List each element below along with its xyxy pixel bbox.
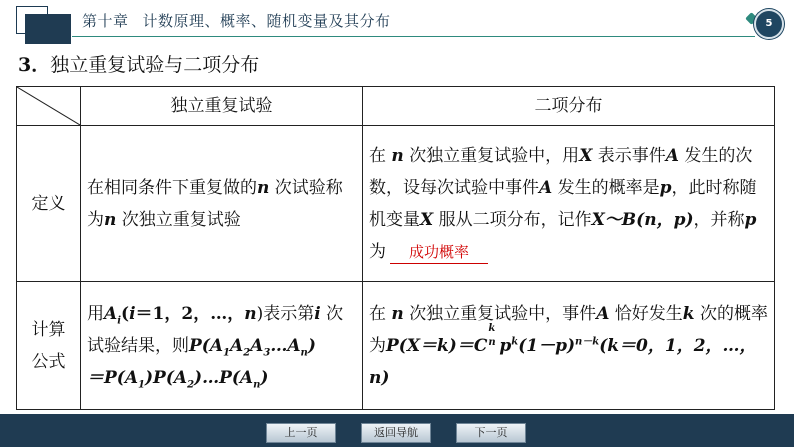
text-segment: ，并称 xyxy=(693,209,745,230)
binomial-probability-formula: P(X＝k)＝C k n $p^k(1-p)^{n-k}(k=0$，1，2，…，n) xyxy=(369,322,757,388)
text-segment: 次试验结果，则 xyxy=(87,303,344,356)
var-n: n xyxy=(257,177,270,198)
section-title xyxy=(18,50,259,77)
table-header-row xyxy=(17,87,775,126)
comparison-table xyxy=(16,86,775,410)
text-segment: 表示事件 xyxy=(597,145,666,166)
definition-binomial-cell xyxy=(363,126,775,282)
text-segment: 次试验称为 xyxy=(87,177,343,230)
joint-probability: $P(A_1A_2A_3\dots A_n)$ xyxy=(189,335,316,358)
text-segment: 在 xyxy=(369,303,386,324)
text-segment: 次独立重复试验中，用 xyxy=(409,145,580,166)
var-p: p xyxy=(744,209,757,230)
next-page-button[interactable]: 下一页 xyxy=(456,423,526,443)
corner-cell xyxy=(17,87,81,126)
return-nav-button[interactable]: 返回导航 xyxy=(361,423,431,443)
definition-independent-cell xyxy=(81,126,363,282)
var-n: n xyxy=(104,209,117,230)
var-n: n xyxy=(391,303,404,324)
table-row-formula xyxy=(17,282,775,410)
row-label-line: 公式 xyxy=(31,351,66,372)
text-segment: 恰好发生 xyxy=(614,303,683,324)
var-A: A xyxy=(104,303,118,324)
text-segment: 为 xyxy=(369,241,386,262)
var-n: n xyxy=(391,145,404,166)
text-segment: ＝1，2，…， xyxy=(135,303,245,324)
var-i: i xyxy=(314,303,321,324)
page-number-badge: 5 xyxy=(754,9,784,39)
var-A: A xyxy=(665,145,679,166)
diagonal-line xyxy=(17,87,80,125)
row-label-line: 计算 xyxy=(31,319,66,340)
var-A: A xyxy=(596,303,610,324)
var-i: i xyxy=(129,303,136,324)
answer-blank: 成功概率 xyxy=(390,241,488,264)
prev-page-button[interactable]: 上一页 xyxy=(266,423,336,443)
text-segment: ( xyxy=(121,303,130,324)
formula-independent-cell xyxy=(81,282,363,410)
column-header-independent: 独立重复试验 xyxy=(81,87,363,126)
var-X: X xyxy=(420,209,434,230)
var-A: A xyxy=(539,177,553,198)
subscript-i: i xyxy=(117,314,122,326)
product-formula: $=P(A_1)P(A_2)\dots P(A_n)$ xyxy=(87,367,269,390)
text-segment: 用 xyxy=(87,303,104,324)
header-logo-block xyxy=(25,14,71,44)
table-row-definition xyxy=(17,126,775,282)
text-segment: )表示第 xyxy=(256,303,315,324)
chapter-header xyxy=(82,10,405,31)
text-segment: 服从二项分布，记作 xyxy=(438,209,592,230)
binomial-notation: X～B(n，p) xyxy=(591,209,694,230)
var-p: p xyxy=(659,177,672,198)
chapter-title: 计数原理、概率、随机变量及其分布 xyxy=(142,12,391,30)
var-X: X xyxy=(579,145,593,166)
header-divider xyxy=(72,36,755,37)
column-header-binomial: 二项分布 xyxy=(363,87,775,126)
var-k: k xyxy=(682,303,695,324)
text-segment: 在相同条件下重复做的 xyxy=(87,177,257,198)
text-segment: 次独立重复试验中，事件 xyxy=(409,303,597,324)
text-segment: 次独立重复试验 xyxy=(121,209,241,230)
text-segment: 发生的次数，设每次试验中事件 xyxy=(369,145,753,198)
text-segment: 在 xyxy=(369,145,386,166)
section-number: 3． xyxy=(18,54,51,76)
text-segment: 发生的概率是 xyxy=(557,177,660,198)
text-segment: 次的概率为 xyxy=(369,303,768,356)
row-label-definition: 定义 xyxy=(17,126,81,282)
section-title-text: 独立重复试验与二项分布 xyxy=(50,54,260,76)
row-label-formula xyxy=(17,282,81,410)
formula-binomial-cell xyxy=(363,282,775,410)
chapter-number: 第十章 xyxy=(82,12,129,30)
var-n: n xyxy=(244,303,257,324)
text-segment: ，此时称随机变量 xyxy=(369,177,757,230)
